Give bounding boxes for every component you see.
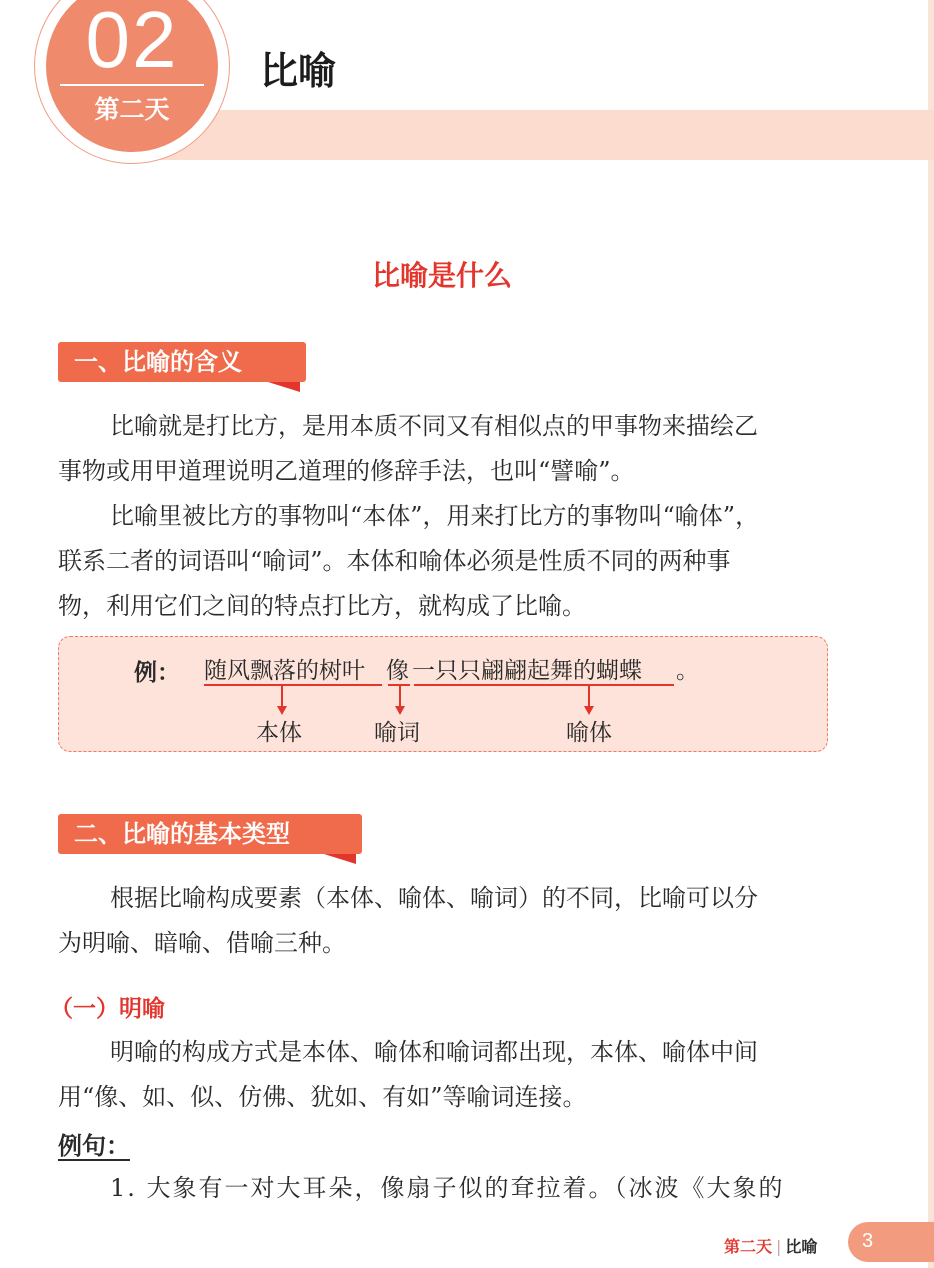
badge-divider bbox=[60, 84, 204, 86]
page-number-tab bbox=[848, 1222, 934, 1262]
section-heading-types: 二、比喻的基本类型 bbox=[58, 814, 362, 854]
text-line: 明喻的构成方式是本体、喻体和喻词都出现，本体、喻体中间 bbox=[110, 1038, 758, 1066]
chapter-day-label: 第二天 bbox=[94, 95, 170, 124]
text-line: 比喻里被比方的事物叫“本体”，用来打比方的事物叫“喻体”， bbox=[110, 502, 760, 530]
text-line: 比喻就是打比方，是用本质不同又有相似点的甲事物来描绘乙 bbox=[110, 412, 758, 440]
example-label: 例： bbox=[134, 659, 180, 686]
page-edge-strip bbox=[928, 0, 934, 1268]
section-heading-tab bbox=[324, 854, 356, 864]
tenor-underline bbox=[204, 684, 382, 686]
paragraph-definition bbox=[58, 404, 828, 494]
example-sentences-label: 例句： bbox=[58, 1131, 130, 1160]
header-band bbox=[150, 110, 934, 160]
paragraph-components bbox=[58, 494, 828, 629]
section-heading-meaning: 一、比喻的含义 bbox=[58, 342, 306, 382]
example-tenor: 随风飘落的树叶 bbox=[204, 658, 365, 684]
text-line: 事物或用甲道理说明乙道理的修辞手法，也叫“譬喻”。 bbox=[58, 457, 635, 485]
text-line: 根据比喻构成要素（本体、喻体、喻词）的不同，比喻可以分 bbox=[110, 884, 758, 912]
paragraph-simile bbox=[58, 1030, 828, 1120]
running-footer bbox=[724, 1234, 817, 1257]
footer-separator: | bbox=[776, 1237, 782, 1256]
vehicle-underline bbox=[414, 684, 674, 686]
tag-vehicle: 喻体 bbox=[566, 720, 612, 746]
page-number: 3 bbox=[862, 1230, 874, 1252]
text-line: 物，利用它们之间的特点打比方，就构成了比喻。 bbox=[58, 592, 586, 620]
example-comparison-word: 像 bbox=[386, 658, 409, 684]
chapter-title: 比喻 bbox=[260, 49, 337, 93]
footer-day: 第二天 bbox=[724, 1237, 773, 1256]
section-heading-tab bbox=[268, 382, 300, 392]
example-vehicle: 一只只翩翩起舞的蝴蝶 bbox=[412, 658, 642, 684]
footer-chapter-name: 比喻 bbox=[785, 1237, 818, 1256]
subheading-simile: （一）明喻 bbox=[50, 996, 165, 1022]
text-line: 联系二者的词语叫“喻词”。本体和喻体必须是性质不同的两种事 bbox=[58, 547, 731, 575]
paragraph-types bbox=[58, 876, 828, 966]
text-line: 1. 大象有一对大耳朵，像扇子似的耷拉着。（冰波《大象的 bbox=[110, 1174, 785, 1202]
tag-comparison-word: 喻词 bbox=[374, 720, 420, 746]
chapter-number: 02 bbox=[85, 0, 179, 84]
text-line: 用“像、如、似、仿佛、犹如、有如”等喻词连接。 bbox=[58, 1083, 587, 1111]
tag-tenor: 本体 bbox=[256, 720, 302, 746]
example-sentence-1 bbox=[58, 1166, 828, 1211]
example-period: 。 bbox=[676, 658, 699, 684]
page-title: 比喻是什么 bbox=[371, 259, 512, 292]
text-line: 为明喻、暗喻、借喻三种。 bbox=[58, 929, 346, 957]
